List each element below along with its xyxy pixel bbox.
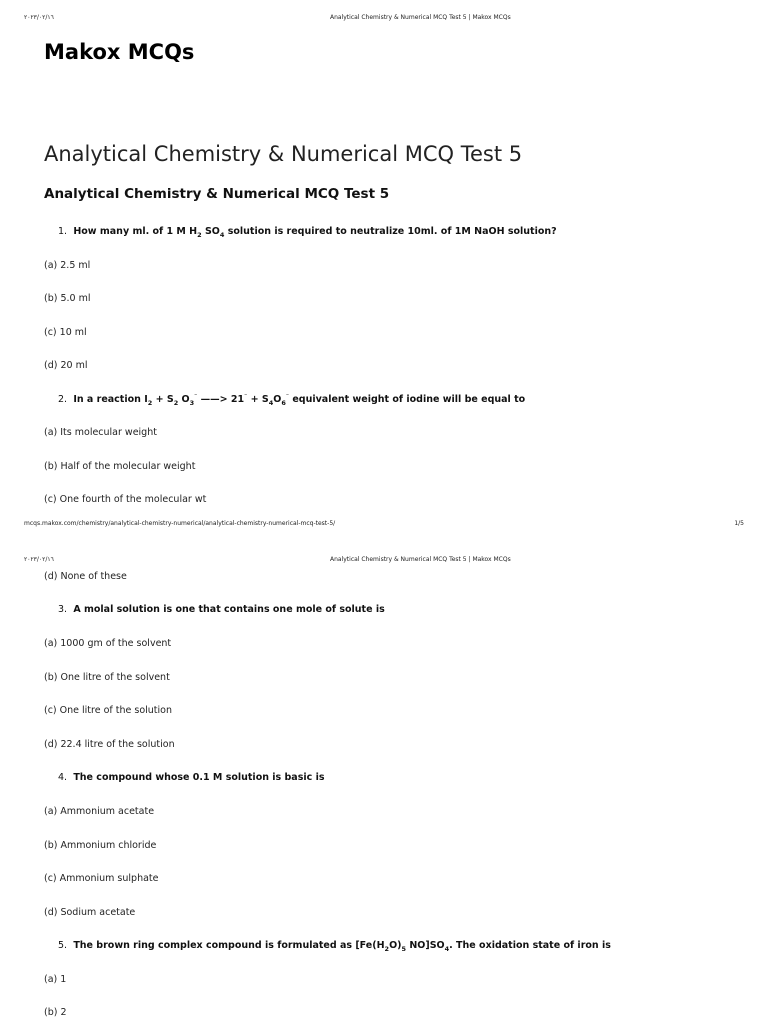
answer-option: (b) Ammonium chloride <box>44 840 157 851</box>
question-number: 3. <box>58 604 68 615</box>
print-header <box>24 556 744 566</box>
print-url: mcqs.makox.com/chemistry/analytical-chemistry-numerical/analytical-chemistry-numerical-mcq-test-5/ <box>24 520 336 527</box>
question-number: 1. <box>58 226 68 237</box>
answer-option: (a) Ammonium acetate <box>44 806 155 817</box>
answer-option: (b) Half of the molecular weight <box>44 461 196 472</box>
answer-option: (d) Sodium acetate <box>44 907 136 918</box>
answer-option: (c) One fourth of the molecular wt <box>44 494 207 505</box>
question-5: 5. The brown ring complex compound is formulated as [$Fe(H_2O)_5$ $NO]SO_4$. The oxidation state of iron is <box>58 940 611 953</box>
site-title[interactable]: Makox MCQs <box>44 40 195 64</box>
article-subtitle: Analytical Chemistry & Numerical MCQ Test 5 <box>44 186 390 202</box>
answer-option: (b) One litre of the solvent <box>44 672 170 683</box>
question-number: 4. <box>58 772 68 783</box>
print-header <box>24 14 744 24</box>
question-number: 2. <box>58 394 68 406</box>
answer-option: (c) Ammonium sulphate <box>44 873 159 884</box>
answer-option: (a) 1000 gm of the solvent <box>44 638 172 649</box>
question-text: The compound whose 0.1 M solution is basic is <box>73 772 325 783</box>
print-page-title: Analytical Chemistry & Numerical MCQ Test 5 | Makox MCQs <box>330 556 511 563</box>
print-footer <box>24 520 744 530</box>
page-divider <box>0 538 768 546</box>
question-text: A molal solution is one that contains one mole of solute is <box>73 604 385 615</box>
answer-option: (a) Its molecular weight <box>44 427 157 438</box>
question-4 <box>58 772 324 783</box>
answer-option: (a) 1 <box>44 974 67 985</box>
answer-option: (d) 20 ml <box>44 360 88 371</box>
question-2: 2. In a reaction $I_2 + S_2$ $O_3^{^-}$ ——> $21^{^-} + S_4O_6^{^-}$ equivalent weight of iodine will be equal to <box>58 393 526 408</box>
print-date: ٢٠٢٣/٠٢/١٦ <box>24 14 54 21</box>
print-page-title: Analytical Chemistry & Numerical MCQ Test 5 | Makox MCQs <box>330 14 511 21</box>
answer-option: (b) 5.0 ml <box>44 293 91 304</box>
answer-option: (a) 2.5 ml <box>44 260 91 271</box>
question-1: 1. How many ml. of 1 M $H_2$ $SO_4$ solution is required to neutralize 10ml. of 1M NaOH solution? <box>58 226 557 239</box>
print-date: ٢٠٢٣/٠٢/١٦ <box>24 556 54 563</box>
pdf-page-2 <box>0 552 768 1024</box>
question-3 <box>58 604 385 615</box>
answer-option: (d) 22.4 litre of the solution <box>44 739 175 750</box>
answer-option: (b) 2 <box>44 1007 67 1018</box>
question-number: 5. <box>58 940 68 951</box>
article-title: Analytical Chemistry & Numerical MCQ Test 5 <box>44 142 523 166</box>
answer-option: (c) One litre of the solution <box>44 705 172 716</box>
print-page-number: 1/5 <box>734 520 744 527</box>
answer-option: (c) 10 ml <box>44 327 87 338</box>
answer-option: (d) None of these <box>44 571 127 582</box>
